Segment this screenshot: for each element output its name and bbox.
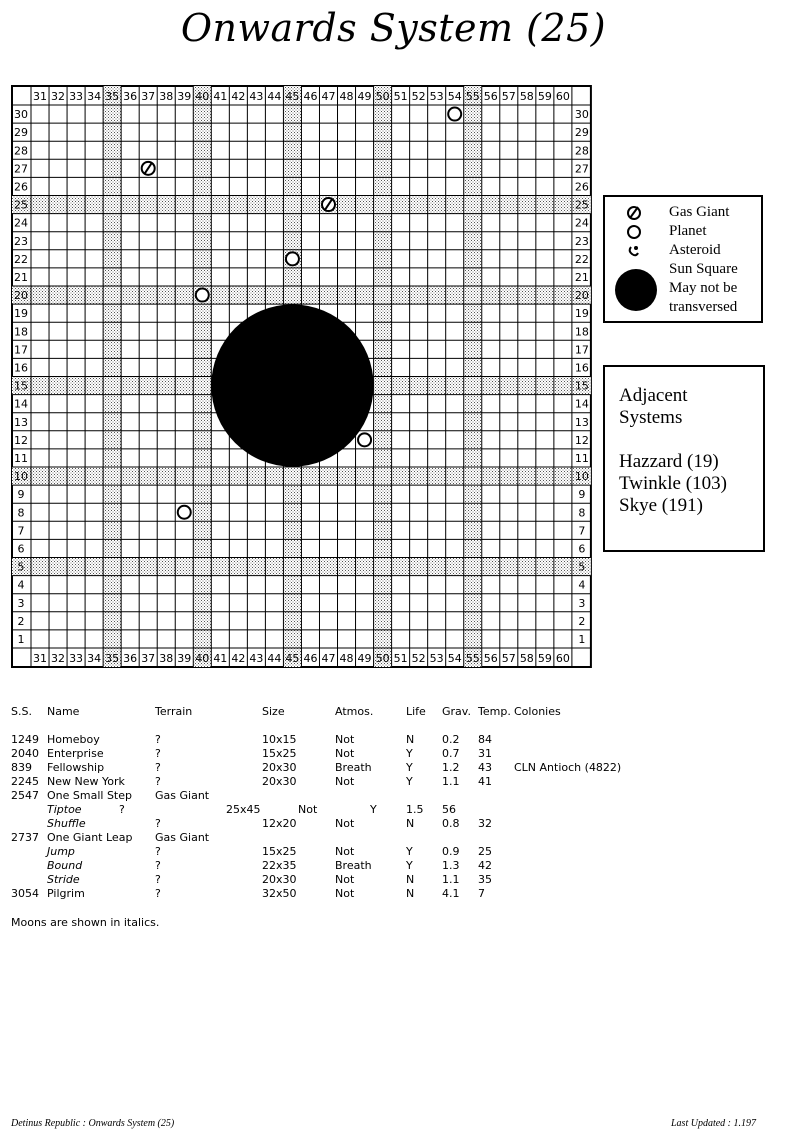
column-label: 47 [321, 652, 336, 665]
column-label: 34 [87, 90, 102, 103]
column-label: 44 [267, 90, 282, 103]
row-label: 5 [17, 560, 25, 574]
row-label: 26 [574, 180, 589, 194]
row-label: 26 [14, 180, 28, 194]
table-cell-name: Jump [47, 845, 75, 858]
table-cell-terrain: ? [119, 803, 125, 816]
table-cell-life: N [406, 733, 415, 746]
row-label: 14 [14, 397, 28, 411]
row-label: 17 [14, 343, 28, 357]
column-label: 50 [375, 90, 390, 103]
table-cell-grav: 1.1 [442, 873, 460, 886]
table-cell-grav: 0.7 [442, 747, 460, 760]
table-cell-ss: 2040 [11, 747, 39, 760]
row-label: 16 [574, 361, 589, 375]
adjacent-systems-box [603, 365, 765, 552]
moons-note: Moons are shown in italics. [11, 916, 160, 929]
table-cell-life: Y [406, 775, 413, 788]
sun-square [211, 304, 373, 466]
adjacent-system-item: Twinkle (103) [619, 473, 727, 494]
table-cell-size: 10x15 [262, 733, 297, 746]
column-label: 56 [483, 652, 498, 665]
row-label: 25 [14, 198, 28, 212]
table-cell-atmos: Not [335, 817, 355, 830]
legend-label-gas-giant: Gas Giant [669, 204, 730, 220]
table-cell-grav: 0.8 [442, 817, 460, 830]
column-label: 49 [357, 652, 372, 665]
row-label: 10 [574, 470, 589, 484]
table-cell-terrain: Gas Giant [155, 789, 210, 802]
table-cell-grav: 1.3 [442, 859, 460, 872]
table-cell-size: 20x30 [262, 873, 297, 886]
table-cell-grav: 4.1 [442, 887, 460, 900]
table-cell-name: Bound [47, 859, 83, 872]
column-label: 41 [213, 652, 228, 665]
table-cell-terrain: ? [155, 747, 161, 760]
table-cell-atmos: Not [335, 873, 355, 886]
row-label: 30 [14, 108, 28, 122]
column-label: 49 [357, 90, 372, 103]
row-label: 13 [574, 415, 589, 429]
row-label: 12 [14, 433, 28, 447]
gas-giant-icon [625, 204, 643, 222]
column-label: 33 [69, 90, 84, 103]
column-label: 38 [159, 90, 174, 103]
table-cell-atmos: Breath [335, 859, 372, 872]
row-label: 14 [574, 397, 589, 411]
row-label: 27 [14, 162, 28, 176]
row-label: 12 [574, 433, 589, 447]
row-label: 7 [578, 524, 586, 538]
table-cell-name: Stride [47, 873, 80, 886]
column-label: 45 [285, 90, 300, 103]
table-cell-size: 15x25 [262, 845, 297, 858]
table-cell-temp: 43 [478, 761, 492, 774]
table-cell-life: Y [406, 845, 413, 858]
column-label: 60 [555, 652, 570, 665]
row-label: 16 [14, 361, 28, 375]
table-cell-terrain: ? [155, 873, 161, 886]
column-label: 33 [69, 652, 84, 665]
table-cell-terrain: ? [155, 845, 161, 858]
table-cell-temp: 25 [478, 845, 492, 858]
table-cell-life: Y [406, 761, 413, 774]
column-label: 51 [393, 90, 408, 103]
column-label: 59 [537, 652, 552, 665]
legend-label-transversed: transversed [669, 299, 738, 315]
column-label: 34 [87, 652, 102, 665]
table-cell-temp: 31 [478, 747, 492, 760]
row-label: 19 [574, 307, 589, 321]
column-label: 54 [447, 652, 462, 665]
row-label: 15 [574, 379, 589, 393]
gas-giant-marker [322, 198, 335, 211]
column-label: 37 [141, 90, 156, 103]
table-cell-life: N [406, 873, 415, 886]
adjacent-system-item: Hazzard (19) [619, 451, 719, 472]
row-label: 8 [578, 506, 586, 520]
footer-left: Detinus Republic : Onwards System (25) [11, 1118, 175, 1129]
table-cell-atmos: Not [298, 803, 318, 816]
adjacent-title: Adjacent Systems [619, 385, 688, 428]
column-label: 44 [267, 652, 282, 665]
column-label: 39 [177, 90, 192, 103]
table-cell-temp: 56 [442, 803, 456, 816]
footer-right: Last Updated : 1.197 [671, 1118, 756, 1129]
row-label: 2 [17, 614, 25, 628]
table-cell-terrain: ? [155, 817, 161, 830]
row-label: 9 [17, 488, 25, 502]
table-cell-ss: 1249 [11, 733, 39, 746]
asteroid-icon [625, 242, 643, 260]
row-label: 3 [578, 596, 586, 610]
table-cell-ss: 2547 [11, 789, 39, 802]
table-cell-temp: 7 [478, 887, 485, 900]
legend-label-planet: Planet [669, 223, 707, 239]
table-cell-ss: 2737 [11, 831, 39, 844]
row-label: 3 [17, 596, 25, 610]
column-label: 53 [429, 90, 444, 103]
row-label: 29 [14, 126, 28, 140]
column-label: 35 [105, 90, 120, 103]
column-label: 57 [501, 90, 516, 103]
column-label: 31 [33, 652, 48, 665]
table-cell-name: New New York [47, 775, 125, 788]
table-cell-atmos: Not [335, 775, 355, 788]
table-cell-life: N [406, 817, 415, 830]
column-label: 45 [285, 652, 300, 665]
table-cell-size: 32x50 [262, 887, 297, 900]
row-label: 29 [574, 126, 589, 140]
table-cell-name: Enterprise [47, 747, 104, 760]
row-label: 23 [14, 234, 28, 248]
table-cell-atmos: Not [335, 747, 355, 760]
table-cell-ss: 839 [11, 761, 32, 774]
table-header-4: Atmos. [335, 705, 374, 718]
column-label: 40 [195, 652, 210, 665]
column-label: 41 [213, 90, 228, 103]
row-label: 1 [17, 632, 25, 646]
row-label: 11 [14, 451, 28, 465]
column-label: 39 [177, 652, 192, 665]
table-cell-ss: 3054 [11, 887, 39, 900]
row-label: 8 [17, 506, 25, 520]
row-label: 30 [574, 108, 589, 122]
row-label: 25 [574, 198, 589, 212]
column-label: 46 [303, 90, 318, 103]
table-cell-atmos: Breath [335, 761, 372, 774]
page-title: Onwards System (25) [180, 6, 607, 50]
legend-box [603, 195, 763, 323]
row-label: 9 [578, 488, 586, 502]
table-cell-temp: 41 [478, 775, 492, 788]
row-label: 27 [574, 162, 589, 176]
column-label: 46 [303, 652, 318, 665]
table-cell-name: Homeboy [47, 733, 100, 746]
table-cell-name: Fellowship [47, 761, 105, 774]
table-cell-terrain: ? [155, 733, 161, 746]
table-cell-size: 20x30 [262, 775, 297, 788]
row-label: 19 [14, 307, 28, 321]
column-label: 52 [411, 90, 426, 103]
table-cell-life: Y [370, 803, 377, 816]
row-label: 4 [578, 578, 586, 592]
table-header-6: Grav. [442, 705, 471, 718]
table-header-5: Life [406, 705, 426, 718]
column-label: 52 [411, 652, 426, 665]
row-label: 23 [574, 234, 589, 248]
row-label: 28 [14, 144, 28, 158]
row-label: 24 [574, 216, 589, 230]
row-label: 1 [578, 632, 586, 646]
row-label: 22 [574, 252, 589, 266]
legend-label-may-not-be: May not be [669, 280, 738, 296]
adjacent-system-item: Skye (191) [619, 495, 703, 516]
table-cell-name: One Giant Leap [47, 831, 133, 844]
row-label: 5 [578, 560, 586, 574]
row-label: 20 [14, 289, 28, 303]
column-label: 59 [537, 90, 552, 103]
column-label: 36 [123, 652, 138, 665]
table-cell-name: Shuffle [47, 817, 86, 830]
table-cell-grav: 1.5 [406, 803, 424, 816]
column-label: 58 [519, 652, 534, 665]
table-cell-terrain: Gas Giant [155, 831, 210, 844]
table-cell-size: 12x20 [262, 817, 297, 830]
column-label: 48 [339, 90, 354, 103]
table-cell-temp: 42 [478, 859, 492, 872]
row-label: 13 [14, 415, 28, 429]
column-label: 53 [429, 652, 444, 665]
column-label: 32 [51, 90, 66, 103]
column-label: 54 [447, 90, 462, 103]
column-label: 31 [33, 90, 48, 103]
table-header-0: S.S. [11, 705, 32, 718]
planet-marker [286, 252, 299, 265]
sun-square-icon [613, 267, 659, 313]
table-cell-terrain: ? [155, 887, 161, 900]
table-header-7: Temp. [478, 705, 511, 718]
row-label: 18 [14, 325, 28, 339]
row-label: 15 [14, 379, 28, 393]
column-label: 42 [231, 90, 246, 103]
table-cell-atmos: Not [335, 887, 355, 900]
table-cell-colonies: CLN Antioch (4822) [514, 761, 622, 774]
table-cell-life: Y [406, 859, 413, 872]
row-label: 6 [578, 542, 586, 556]
column-label: 42 [231, 652, 246, 665]
row-label: 2 [578, 614, 586, 628]
column-label: 55 [465, 90, 480, 103]
planet-marker [196, 289, 209, 302]
planet-marker [358, 433, 371, 446]
table-cell-name: Tiptoe [47, 803, 82, 816]
legend-label-sun-square: Sun Square [669, 261, 738, 277]
table-cell-size: 20x30 [262, 761, 297, 774]
row-label: 18 [574, 325, 589, 339]
column-label: 40 [195, 90, 210, 103]
table-cell-life: N [406, 887, 415, 900]
table-cell-grav: 1.2 [442, 761, 460, 774]
table-cell-name: Pilgrim [47, 887, 85, 900]
planet-icon [625, 223, 643, 241]
column-label: 50 [375, 652, 390, 665]
column-label: 36 [123, 90, 138, 103]
column-label: 43 [249, 90, 264, 103]
table-cell-life: Y [406, 747, 413, 760]
column-label: 43 [249, 652, 264, 665]
table-header-8: Colonies [514, 705, 561, 718]
table-cell-temp: 84 [478, 733, 492, 746]
column-label: 35 [105, 652, 120, 665]
table-cell-terrain: ? [155, 761, 161, 774]
row-label: 7 [17, 524, 25, 538]
row-label: 10 [14, 470, 28, 484]
column-label: 58 [519, 90, 534, 103]
table-cell-atmos: Not [335, 845, 355, 858]
row-label: 21 [14, 270, 28, 284]
table-cell-atmos: Not [335, 733, 355, 746]
table-cell-terrain: ? [155, 775, 161, 788]
column-label: 57 [501, 652, 516, 665]
table-header-3: Size [262, 705, 285, 718]
row-label: 6 [17, 542, 25, 556]
table-cell-grav: 1.1 [442, 775, 460, 788]
table-cell-temp: 35 [478, 873, 492, 886]
row-label: 20 [574, 289, 589, 303]
row-label: 21 [574, 270, 589, 284]
row-label: 22 [14, 252, 28, 266]
column-label: 38 [159, 652, 174, 665]
column-label: 55 [465, 652, 480, 665]
table-cell-size: 25x45 [226, 803, 261, 816]
table-cell-size: 22x35 [262, 859, 297, 872]
row-label: 24 [14, 216, 28, 230]
column-label: 32 [51, 652, 66, 665]
legend-label-asteroid: Asteroid [669, 242, 721, 258]
row-label: 28 [574, 144, 589, 158]
row-label: 11 [574, 451, 589, 465]
column-label: 37 [141, 652, 156, 665]
table-cell-name: One Small Step [47, 789, 132, 802]
table-cell-grav: 0.2 [442, 733, 460, 746]
table-header-1: Name [47, 705, 80, 718]
gas-giant-marker [142, 162, 155, 175]
row-label: 17 [574, 343, 589, 357]
column-label: 56 [483, 90, 498, 103]
table-cell-temp: 32 [478, 817, 492, 830]
planet-marker [178, 506, 191, 519]
planet-marker [448, 108, 461, 121]
table-header-2: Terrain [155, 705, 193, 718]
row-label: 4 [17, 578, 25, 592]
table-cell-terrain: ? [155, 859, 161, 872]
table-cell-grav: 0.9 [442, 845, 460, 858]
column-label: 48 [339, 652, 354, 665]
table-cell-size: 15x25 [262, 747, 297, 760]
column-label: 51 [393, 652, 408, 665]
column-label: 60 [555, 90, 570, 103]
column-label: 47 [321, 90, 336, 103]
table-cell-ss: 2245 [11, 775, 39, 788]
